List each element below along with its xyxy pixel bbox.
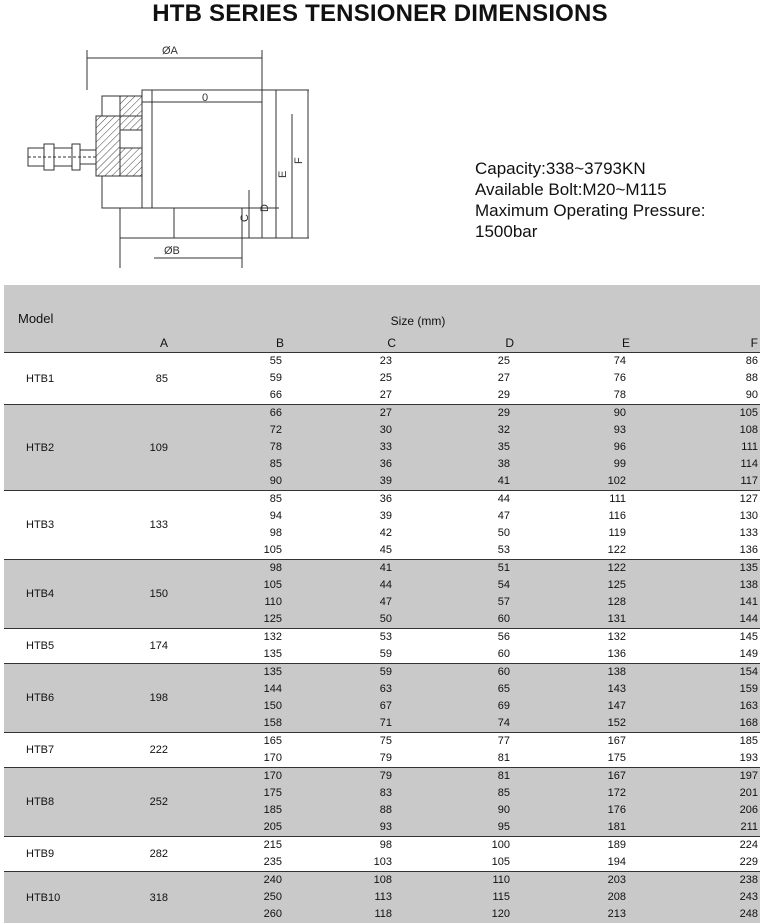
dimension-d-cell: 56 [398, 629, 516, 647]
dimension-f-cell: 229 [632, 854, 760, 872]
dimension-e-cell: 143 [516, 681, 632, 698]
dimension-f-cell: 127 [632, 491, 760, 509]
dimension-a-cell: 150 [76, 560, 176, 629]
dimension-a-cell: 109 [76, 405, 176, 491]
label-e: E [277, 171, 289, 178]
dimension-c-cell: 79 [288, 750, 398, 768]
dimension-d-cell: 77 [398, 733, 516, 751]
dimension-c-cell: 36 [288, 456, 398, 473]
dimension-b-cell: 110 [176, 594, 288, 611]
dimension-f-cell: 133 [632, 525, 760, 542]
dimension-e-cell: 181 [516, 819, 632, 837]
dimension-d-cell: 47 [398, 508, 516, 525]
col-header-b: B [176, 333, 288, 353]
dimension-d-cell: 74 [398, 715, 516, 733]
dimension-b-cell: 135 [176, 664, 288, 682]
dimension-d-cell: 81 [398, 768, 516, 786]
dimension-b-cell: 144 [176, 681, 288, 698]
dimension-d-cell: 29 [398, 405, 516, 423]
dimension-d-cell: 110 [398, 872, 516, 890]
dimension-b-cell: 98 [176, 525, 288, 542]
col-header-a: A [76, 333, 176, 353]
dimension-b-cell: 66 [176, 387, 288, 405]
dimension-e-cell: 172 [516, 785, 632, 802]
dimension-d-cell: 38 [398, 456, 516, 473]
dimension-e-cell: 167 [516, 733, 632, 751]
col-header-e: E [516, 333, 632, 353]
dimension-d-cell: 100 [398, 837, 516, 855]
dimension-b-cell: 235 [176, 854, 288, 872]
dimension-d-cell: 60 [398, 664, 516, 682]
dimension-e-cell: 122 [516, 542, 632, 560]
dimension-d-cell: 60 [398, 646, 516, 664]
dimension-c-cell: 63 [288, 681, 398, 698]
dimension-c-cell: 79 [288, 768, 398, 786]
dimension-f-cell: 154 [632, 664, 760, 682]
dimension-f-cell: 105 [632, 405, 760, 423]
table-row [4, 768, 760, 786]
dimension-f-cell: 185 [632, 733, 760, 751]
model-cell: HTB4 [4, 560, 76, 629]
label-d: D [259, 204, 271, 212]
dimensions-table [4, 285, 760, 923]
spec-block [475, 158, 755, 242]
table-row [4, 664, 760, 682]
dimension-d-cell: 105 [398, 854, 516, 872]
col-header-d: D [398, 333, 516, 353]
dimension-c-cell: 88 [288, 802, 398, 819]
col-header-f: F [632, 333, 760, 353]
table-row [4, 405, 760, 423]
table-row [4, 629, 760, 647]
dimension-e-cell: 132 [516, 629, 632, 647]
dimension-d-cell: 65 [398, 681, 516, 698]
model-cell: HTB10 [4, 872, 76, 923]
dimension-d-cell: 53 [398, 542, 516, 560]
dimension-e-cell: 208 [516, 889, 632, 906]
dimension-b-cell: 170 [176, 768, 288, 786]
capacity-text: Capacity:338~3793KN [475, 158, 755, 179]
dimension-b-cell: 132 [176, 629, 288, 647]
dimension-c-cell: 71 [288, 715, 398, 733]
dimension-d-cell: 60 [398, 611, 516, 629]
dimension-f-cell: 201 [632, 785, 760, 802]
dimension-d-cell: 35 [398, 439, 516, 456]
size-header: Size (mm) [76, 285, 760, 333]
dimension-c-cell: 39 [288, 473, 398, 491]
dimension-b-cell: 72 [176, 422, 288, 439]
dimension-f-cell: 117 [632, 473, 760, 491]
model-cell: HTB8 [4, 768, 76, 837]
model-cell: HTB3 [4, 491, 76, 560]
dimension-d-cell: 85 [398, 785, 516, 802]
dimension-d-cell: 44 [398, 491, 516, 509]
dimension-a-cell: 318 [76, 872, 176, 923]
dimension-d-cell: 54 [398, 577, 516, 594]
dimension-e-cell: 111 [516, 491, 632, 509]
dimension-f-cell: 141 [632, 594, 760, 611]
column-header-row [4, 333, 760, 353]
dimension-e-cell: 128 [516, 594, 632, 611]
dimension-c-cell: 113 [288, 889, 398, 906]
model-cell: HTB7 [4, 733, 76, 768]
dimension-f-cell: 168 [632, 715, 760, 733]
dimension-c-cell: 45 [288, 542, 398, 560]
dimension-c-cell: 23 [288, 353, 398, 371]
dimension-f-cell: 163 [632, 698, 760, 715]
dimension-b-cell: 78 [176, 439, 288, 456]
dimension-c-cell: 53 [288, 629, 398, 647]
dimension-e-cell: 131 [516, 611, 632, 629]
dimension-b-cell: 250 [176, 889, 288, 906]
dimension-b-cell: 175 [176, 785, 288, 802]
dimension-e-cell: 90 [516, 405, 632, 423]
label-a: ØA [162, 45, 179, 57]
dimension-f-cell: 248 [632, 906, 760, 923]
dimension-f-cell: 159 [632, 681, 760, 698]
dimension-c-cell: 30 [288, 422, 398, 439]
dimension-f-cell: 86 [632, 353, 760, 371]
model-cell: HTB6 [4, 664, 76, 733]
dimension-c-cell: 108 [288, 872, 398, 890]
dimension-f-cell: 193 [632, 750, 760, 768]
dimension-f-cell: 224 [632, 837, 760, 855]
dimension-c-cell: 98 [288, 837, 398, 855]
table-row [4, 872, 760, 890]
dimension-b-cell: 260 [176, 906, 288, 923]
dimension-b-cell: 59 [176, 370, 288, 387]
dimension-d-cell: 27 [398, 370, 516, 387]
dimension-e-cell: 76 [516, 370, 632, 387]
label-b: ØB [164, 245, 180, 257]
dimension-d-cell: 115 [398, 889, 516, 906]
dimension-e-cell: 119 [516, 525, 632, 542]
dimension-c-cell: 44 [288, 577, 398, 594]
dimension-c-cell: 36 [288, 491, 398, 509]
dimension-b-cell: 105 [176, 542, 288, 560]
dimension-b-cell: 135 [176, 646, 288, 664]
dimension-f-cell: 206 [632, 802, 760, 819]
dimension-d-cell: 57 [398, 594, 516, 611]
dimension-f-cell: 130 [632, 508, 760, 525]
table-row [4, 353, 760, 371]
dimension-f-cell: 108 [632, 422, 760, 439]
dimension-b-cell: 55 [176, 353, 288, 371]
table-row [4, 560, 760, 578]
dimension-d-cell: 120 [398, 906, 516, 923]
dimension-e-cell: 176 [516, 802, 632, 819]
fitting-connector [28, 144, 96, 170]
model-cell: HTB2 [4, 405, 76, 491]
dimension-e-cell: 93 [516, 422, 632, 439]
model-cell: HTB5 [4, 629, 76, 664]
dimension-e-cell: 213 [516, 906, 632, 923]
dimension-e-cell: 147 [516, 698, 632, 715]
dimension-c-cell: 33 [288, 439, 398, 456]
model-header: Model [4, 285, 76, 353]
bolt-text: Available Bolt:M20~M115 [475, 179, 755, 200]
table-row [4, 491, 760, 509]
dimension-b-cell: 66 [176, 405, 288, 423]
dimension-c-cell: 50 [288, 611, 398, 629]
label-c: C [239, 214, 251, 222]
dimension-e-cell: 122 [516, 560, 632, 578]
dimension-d-cell: 29 [398, 387, 516, 405]
dimension-c-cell: 47 [288, 594, 398, 611]
dimension-b-cell: 94 [176, 508, 288, 525]
pressure-value: 1500bar [475, 221, 755, 242]
dimension-b-cell: 215 [176, 837, 288, 855]
dimension-a-cell: 85 [76, 353, 176, 405]
dimension-c-cell: 27 [288, 387, 398, 405]
dimension-e-cell: 152 [516, 715, 632, 733]
dimension-e-cell: 102 [516, 473, 632, 491]
dimension-b-cell: 85 [176, 456, 288, 473]
dimension-a-cell: 222 [76, 733, 176, 768]
dimension-b-cell: 105 [176, 577, 288, 594]
dimension-f-cell: 145 [632, 629, 760, 647]
dimension-e-cell: 74 [516, 353, 632, 371]
dimension-c-cell: 42 [288, 525, 398, 542]
label-zero: 0 [202, 92, 208, 104]
dimension-b-cell: 158 [176, 715, 288, 733]
dimension-b-cell: 90 [176, 473, 288, 491]
dimension-e-cell: 138 [516, 664, 632, 682]
dimension-c-cell: 103 [288, 854, 398, 872]
dimension-f-cell: 211 [632, 819, 760, 837]
dimension-a-cell: 198 [76, 664, 176, 733]
dimension-e-cell: 167 [516, 768, 632, 786]
model-cell: HTB9 [4, 837, 76, 872]
dimension-e-cell: 78 [516, 387, 632, 405]
dimension-c-cell: 118 [288, 906, 398, 923]
pressure-label: Maximum Operating Pressure: [475, 200, 755, 221]
dimension-b-cell: 165 [176, 733, 288, 751]
dimension-e-cell: 175 [516, 750, 632, 768]
label-f: F [293, 157, 305, 164]
table-row [4, 733, 760, 751]
dimension-b-cell: 125 [176, 611, 288, 629]
dimension-e-cell: 125 [516, 577, 632, 594]
dimension-e-cell: 136 [516, 646, 632, 664]
dimension-c-cell: 27 [288, 405, 398, 423]
dimension-b-cell: 98 [176, 560, 288, 578]
dimension-b-cell: 85 [176, 491, 288, 509]
dimension-e-cell: 194 [516, 854, 632, 872]
table-row [4, 837, 760, 855]
dimension-b-cell: 205 [176, 819, 288, 837]
dimension-f-cell: 144 [632, 611, 760, 629]
header-row [4, 285, 760, 333]
dimension-c-cell: 59 [288, 664, 398, 682]
dimension-f-cell: 135 [632, 560, 760, 578]
dimension-c-cell: 39 [288, 508, 398, 525]
dimension-d-cell: 41 [398, 473, 516, 491]
dimension-f-cell: 88 [632, 370, 760, 387]
dimension-f-cell: 111 [632, 439, 760, 456]
dimension-f-cell: 136 [632, 542, 760, 560]
model-cell: HTB1 [4, 353, 76, 405]
dimension-c-cell: 25 [288, 370, 398, 387]
dimension-a-cell: 252 [76, 768, 176, 837]
dimension-a-cell: 133 [76, 491, 176, 560]
dimension-e-cell: 189 [516, 837, 632, 855]
dimension-d-cell: 25 [398, 353, 516, 371]
dimension-f-cell: 238 [632, 872, 760, 890]
dimension-f-cell: 114 [632, 456, 760, 473]
dimension-d-cell: 69 [398, 698, 516, 715]
dimension-e-cell: 99 [516, 456, 632, 473]
dimension-f-cell: 243 [632, 889, 760, 906]
dimension-e-cell: 203 [516, 872, 632, 890]
dimension-c-cell: 41 [288, 560, 398, 578]
dimension-c-cell: 67 [288, 698, 398, 715]
dimension-e-cell: 116 [516, 508, 632, 525]
col-header-c: C [288, 333, 398, 353]
dimension-c-cell: 59 [288, 646, 398, 664]
dimension-f-cell: 149 [632, 646, 760, 664]
dimension-d-cell: 81 [398, 750, 516, 768]
dimension-f-cell: 90 [632, 387, 760, 405]
dimension-c-cell: 75 [288, 733, 398, 751]
dimension-e-cell: 96 [516, 439, 632, 456]
dimension-b-cell: 185 [176, 802, 288, 819]
dimension-f-cell: 138 [632, 577, 760, 594]
dimension-b-cell: 240 [176, 872, 288, 890]
dimension-d-cell: 51 [398, 560, 516, 578]
dimension-d-cell: 32 [398, 422, 516, 439]
dimension-b-cell: 150 [176, 698, 288, 715]
page-title: HTB SERIES TENSIONER DIMENSIONS [0, 0, 760, 30]
tensioner-drawing [24, 30, 324, 280]
dimension-a-cell: 174 [76, 629, 176, 664]
dimension-d-cell: 50 [398, 525, 516, 542]
dimension-d-cell: 90 [398, 802, 516, 819]
dimension-b-cell: 170 [176, 750, 288, 768]
dimension-a-cell: 282 [76, 837, 176, 872]
dimension-c-cell: 83 [288, 785, 398, 802]
dimension-f-cell: 197 [632, 768, 760, 786]
dimension-c-cell: 93 [288, 819, 398, 837]
dimension-d-cell: 95 [398, 819, 516, 837]
table-body [4, 353, 760, 923]
